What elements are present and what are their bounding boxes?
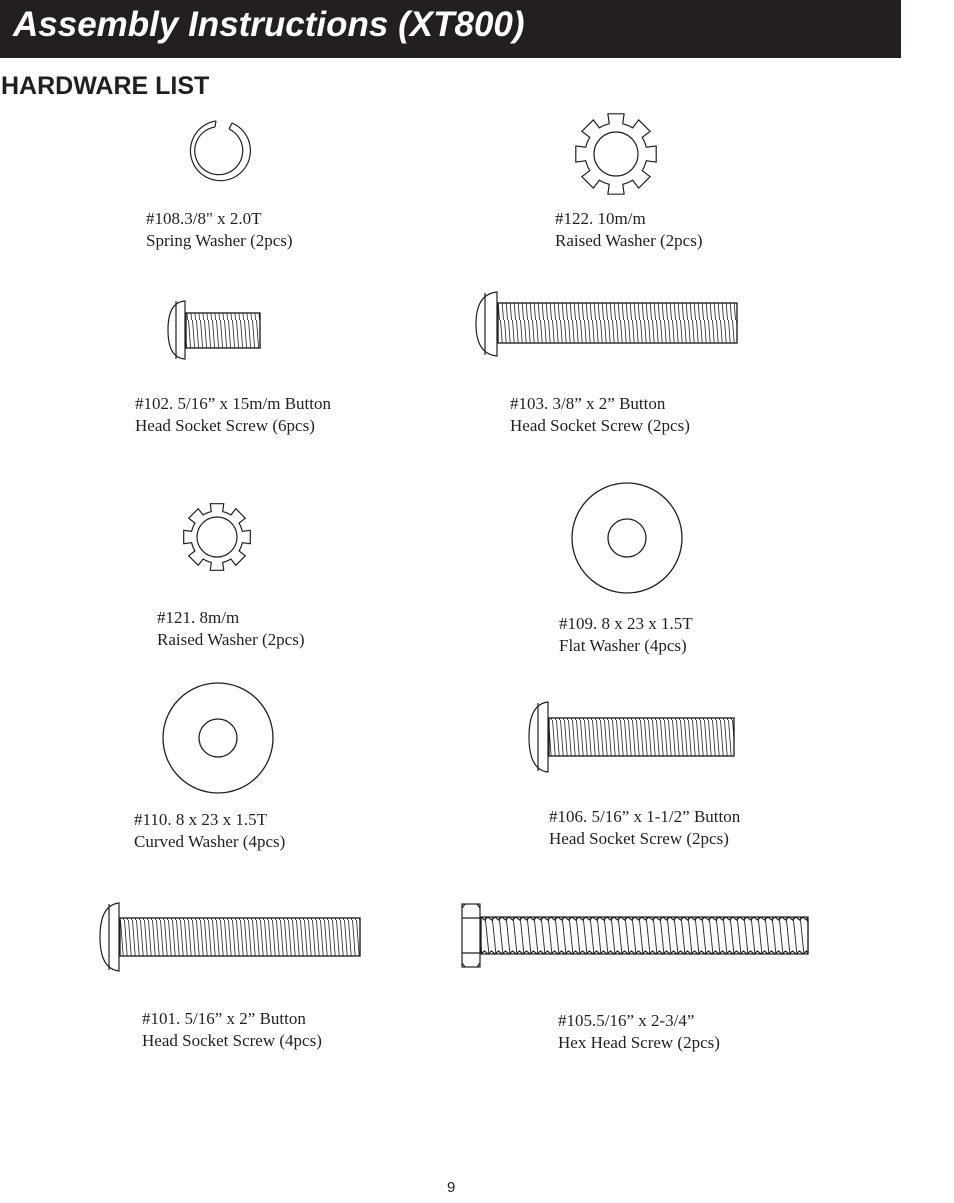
caption-103-line1: #103. 3/8” x 2” Button [510, 394, 666, 413]
hex-head-screw-icon [462, 904, 808, 967]
caption-105-line2: Hex Head Screw (2pcs) [558, 1033, 720, 1052]
caption-103 [510, 393, 690, 437]
caption-101-line2: Head Socket Screw (4pcs) [142, 1031, 322, 1050]
button-head-screw-icon [100, 903, 360, 971]
caption-108 [146, 208, 293, 252]
button-head-screw-icon [476, 292, 737, 356]
raised-washer-icon [576, 114, 656, 194]
caption-121-line2: Raised Washer (2pcs) [157, 630, 305, 649]
button-head-screw-icon [168, 301, 260, 359]
section-heading: HARDWARE LIST [1, 72, 210, 100]
caption-121-line1: #121. 8m/m [157, 608, 240, 627]
caption-101 [142, 1008, 322, 1052]
caption-102-line2: Head Socket Screw (6pcs) [135, 416, 315, 435]
caption-103-line2: Head Socket Screw (2pcs) [510, 416, 690, 435]
caption-110 [134, 809, 285, 853]
caption-109-line1: #109. 8 x 23 x 1.5T [559, 614, 693, 633]
caption-108-line1: #108.3/8" x 2.0T [146, 209, 262, 228]
caption-121 [157, 607, 305, 651]
caption-109-line2: Flat Washer (4pcs) [559, 636, 687, 655]
spring-washer-icon [190, 121, 250, 181]
caption-122-line2: Raised Washer (2pcs) [555, 231, 703, 250]
caption-110-line1: #110. 8 x 23 x 1.5T [134, 810, 268, 829]
caption-106 [549, 806, 740, 850]
curved-washer-icon [163, 683, 273, 793]
caption-122 [555, 208, 703, 252]
caption-105 [558, 1010, 720, 1054]
button-head-screw-icon [529, 702, 734, 772]
caption-110-line2: Curved Washer (4pcs) [134, 832, 286, 851]
caption-109 [559, 613, 693, 657]
caption-108-line2: Spring Washer (2pcs) [146, 231, 293, 250]
caption-105-line1: #105.5/16” x 2-3/4” [558, 1011, 695, 1030]
caption-122-line1: #122. 10m/m [555, 209, 646, 228]
caption-106-line2: Head Socket Screw (2pcs) [549, 829, 729, 848]
caption-106-line1: #106. 5/16” x 1-1/2” Button [549, 807, 741, 826]
raised-washer-icon [184, 504, 251, 571]
caption-102 [135, 393, 331, 437]
caption-102-line1: #102. 5/16” x 15m/m Button [135, 394, 331, 413]
page-title: Assembly Instructions (XT800) [13, 5, 525, 44]
flat-washer-icon [572, 483, 682, 593]
caption-101-line1: #101. 5/16” x 2” Button [142, 1009, 306, 1028]
page-number: 9 [447, 1179, 456, 1196]
